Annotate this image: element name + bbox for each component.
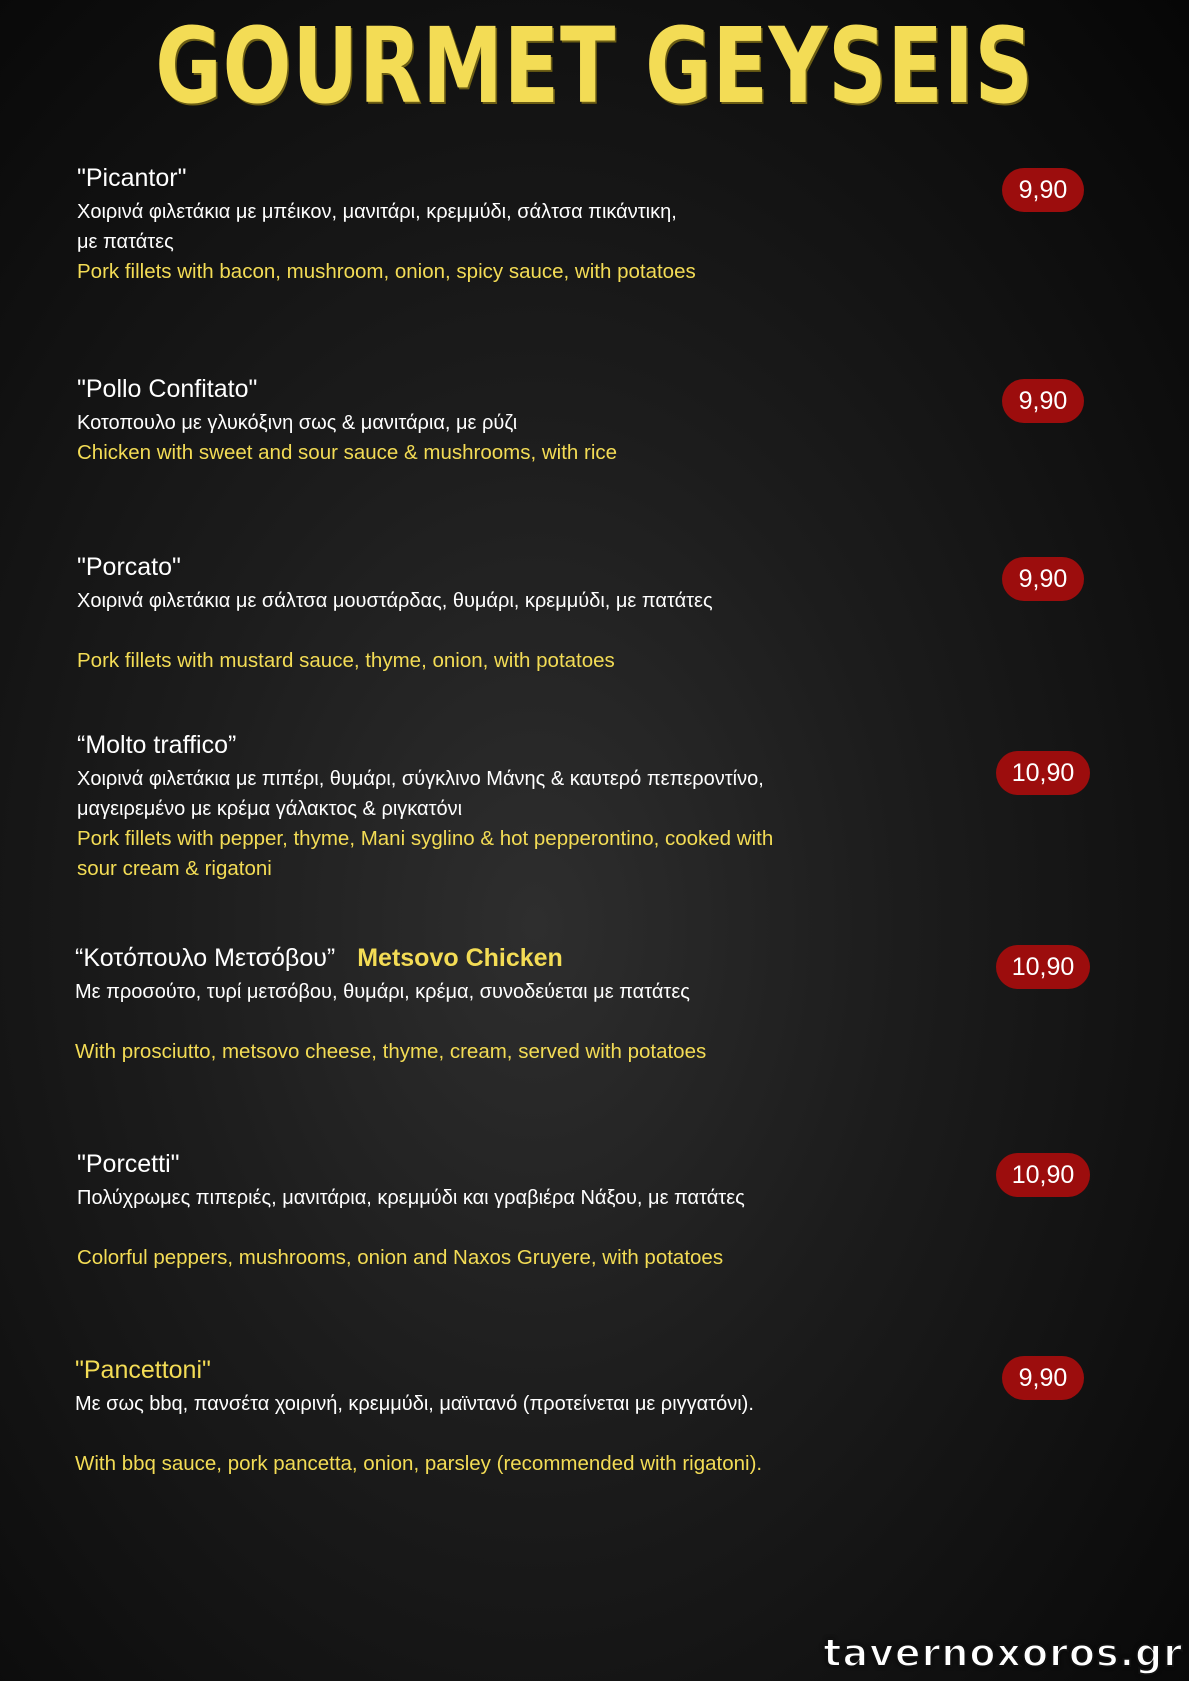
- watermark-logo: tavernoxoros.gr: [823, 1631, 1183, 1675]
- price-badge: 9,90: [1002, 1356, 1084, 1400]
- item-description-greek: Χοιρινά φιλετάκια με μπέικον, μανιτάρι, κρεμμύδι, σάλτσα πικάντικη, με πατάτες: [77, 201, 677, 253]
- item-description-greek: Με σως bbq, πανσέτα χοιρινή, κρεμμύδι, μαϊντανό (προτείνεται με ριγγατόνι).: [75, 1393, 754, 1415]
- item-name-greek: “Κοτόπουλο Μετσόβου”: [75, 944, 336, 972]
- item-name: “Molto traffico”: [77, 731, 237, 759]
- page-title: GOURMET GEYSEIS: [155, 5, 1034, 127]
- item-name: "Picantor": [77, 164, 187, 192]
- item-name: "Porcetti": [77, 1150, 180, 1178]
- item-description-english: Colorful peppers, mushrooms, onion and Naxos Gruyere, with potatoes: [77, 1246, 724, 1269]
- price-badge: 9,90: [1002, 557, 1084, 601]
- item-description-greek: Κοτοπουλο με γλυκόξινη σως & μανιτάρια, με ρύζι: [77, 412, 518, 434]
- item-name: "Porcato": [77, 553, 181, 581]
- price-badge: 10,90: [996, 945, 1090, 989]
- price-badge: 9,90: [1002, 379, 1084, 423]
- item-description-english: Chicken with sweet and sour sauce & mushrooms, with rice: [77, 441, 618, 464]
- item-description-greek: Πολύχρωμες πιπεριές, μανιτάρια, κρεμμύδι και γραβιέρα Νάξου, με πατάτες: [77, 1187, 745, 1209]
- price-badge: 10,90: [996, 751, 1090, 795]
- price-badge: 9,90: [1002, 168, 1084, 212]
- item-name: "Pollo Confitato": [77, 375, 258, 403]
- item-description-english: With bbq sauce, pork pancetta, onion, parsley (recommended with rigatoni).: [75, 1452, 763, 1475]
- item-name: "Pancettoni": [75, 1356, 211, 1384]
- item-description-greek: Με προσούτο, τυρί μετσόβου, θυμάρι, κρέμα, συνοδεύεται με πατάτες: [75, 981, 690, 1003]
- item-description-english: With prosciutto, metsovo cheese, thyme, cream, served with potatoes: [75, 1040, 707, 1063]
- item-name-english: Metsovo Chicken: [357, 944, 563, 972]
- item-description-english: Pork fillets with pepper, thyme, Mani syglino & hot pepperontino, cooked with sour cream & rigatoni: [77, 827, 774, 880]
- item-description-english: Pork fillets with mustard sauce, thyme, onion, with potatoes: [77, 649, 615, 672]
- item-name: [75, 943, 563, 973]
- item-description-greek: Χοιρινά φιλετάκια με σάλτσα μουστάρδας, θυμάρι, κρεμμύδι, με πατάτες: [77, 590, 713, 612]
- item-description-greek: Χοιρινά φιλετάκια με πιπέρι, θυμάρι, σύγκλινο Μάνης & καυτερό πεπεροντίνο, μαγειρεμένο με κρέμα γάλακτος & ριγκατόνι: [77, 768, 764, 820]
- price-badge: 10,90: [996, 1153, 1090, 1197]
- item-description-english: Pork fillets with bacon, mushroom, onion, spicy sauce, with potatoes: [77, 260, 696, 283]
